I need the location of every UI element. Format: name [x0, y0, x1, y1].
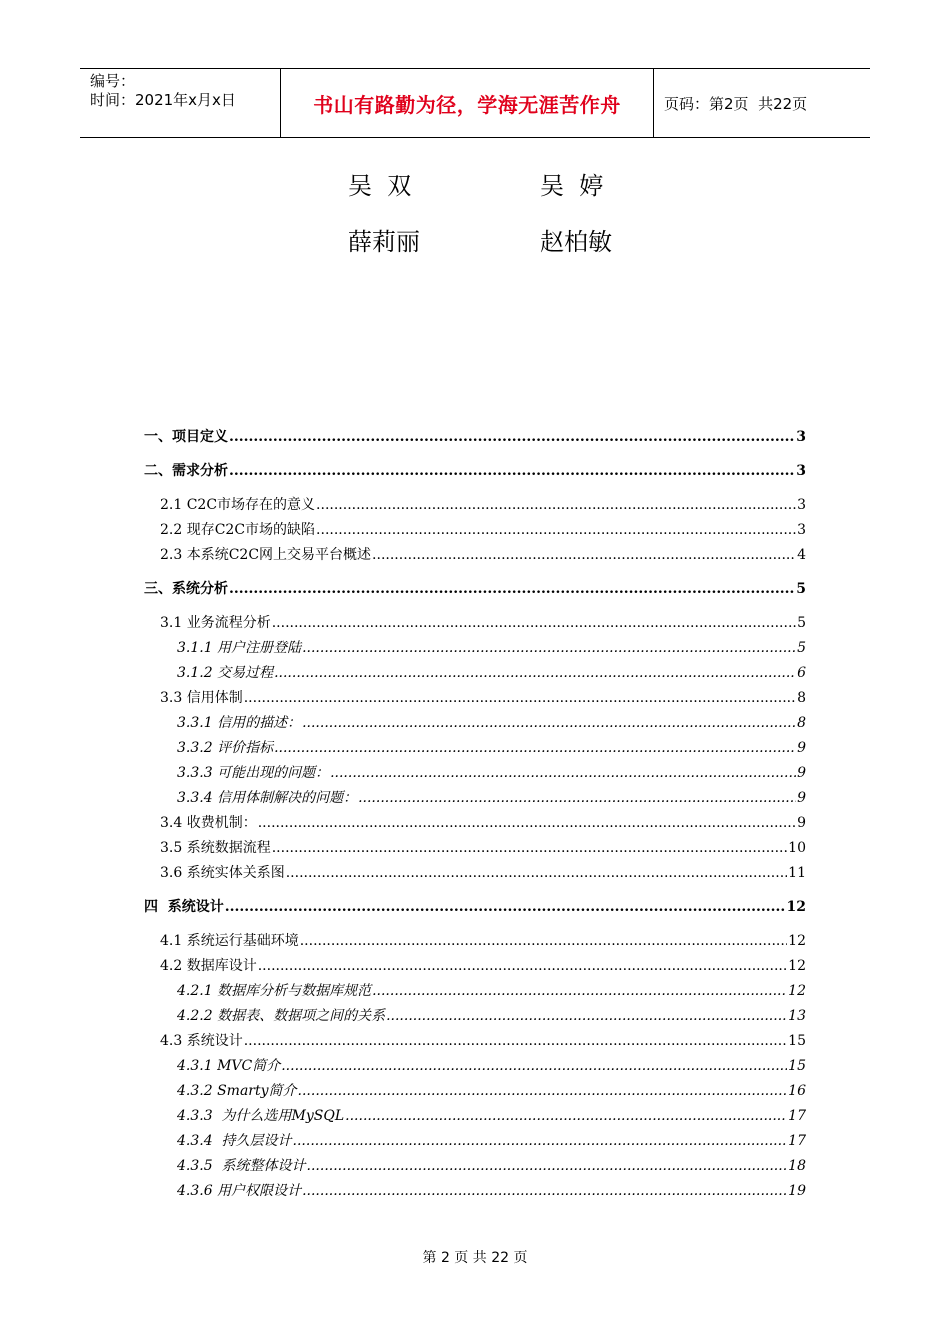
toc-entry[interactable] — [144, 812, 806, 837]
toc-entry-page: 4 — [797, 547, 806, 563]
toc-entry-page: 8 — [797, 715, 806, 731]
toc-leader-dots — [272, 840, 787, 856]
toc-leader-dots — [225, 899, 786, 915]
toc-entry-title: 4.3.1 MVC简介 — [177, 1055, 280, 1075]
author-name: 薛莉丽 — [348, 228, 420, 256]
toc-entry[interactable] — [144, 1130, 806, 1155]
toc-entry[interactable] — [144, 955, 806, 980]
toc-entry-page: 12 — [788, 958, 806, 974]
toc-entry-page: 19 — [788, 1183, 806, 1199]
toc-entry[interactable] — [144, 980, 806, 1005]
toc-entry[interactable] — [144, 426, 806, 451]
toc-leader-dots — [316, 522, 796, 538]
toc-entry-title: 3.3.2 评价指标 — [177, 737, 273, 757]
toc-leader-dots — [258, 815, 796, 831]
toc-entry-title: 4.2 数据库设计 — [160, 955, 257, 975]
toc-entry[interactable] — [144, 662, 806, 687]
author-name: 吴 婷 — [540, 172, 604, 200]
toc-entry[interactable] — [144, 612, 806, 637]
header-meta — [80, 69, 281, 137]
name-row — [0, 222, 950, 278]
toc-entry[interactable] — [144, 494, 806, 519]
toc-entry[interactable] — [144, 930, 806, 955]
toc-leader-dots — [302, 1183, 787, 1199]
header-motto: 书山有路勤为径，学海无涯苦作舟 — [281, 69, 654, 137]
toc-entry-title: 3.4 收费机制： — [160, 812, 257, 832]
toc-entry[interactable] — [144, 712, 806, 737]
toc-entry-title: 一、项目定义 — [144, 426, 228, 446]
toc-entry-page: 12 — [786, 899, 806, 915]
author-names — [0, 166, 950, 278]
toc-leader-dots — [307, 1158, 788, 1174]
toc-entry-page: 17 — [788, 1133, 806, 1149]
toc-leader-dots — [244, 1033, 787, 1049]
toc-entry-title: 2.1 C2C市场存在的意义 — [160, 494, 315, 514]
toc-entry-page: 6 — [797, 665, 806, 681]
page-info-text: 页码：第2页 共22页 — [664, 94, 808, 113]
toc-entry[interactable] — [144, 1080, 806, 1105]
toc-entry-page: 11 — [788, 865, 806, 881]
toc-entry-page: 10 — [788, 840, 806, 856]
toc-entry-page: 12 — [788, 933, 806, 949]
toc-entry-title: 4.3 系统设计 — [160, 1030, 243, 1050]
toc-entry[interactable] — [144, 862, 806, 887]
toc-entry-title: 3.5 系统数据流程 — [160, 837, 271, 857]
toc-entry-title: 3.6 系统实体关系图 — [160, 862, 285, 882]
toc-leader-dots — [272, 615, 796, 631]
toc-entry-page: 9 — [797, 765, 806, 781]
toc-entry[interactable] — [144, 762, 806, 787]
page-header — [80, 68, 870, 138]
toc-entry-title: 四 系统设计 — [144, 896, 224, 916]
toc-entry[interactable] — [144, 687, 806, 712]
toc-entry-page: 15 — [788, 1058, 806, 1074]
toc-entry-title: 4.2.2 数据表、数据项之间的关系 — [177, 1005, 385, 1025]
toc-entry[interactable] — [144, 1155, 806, 1180]
toc-entry-title: 3.1.1 用户注册登陆 — [177, 637, 301, 657]
toc-entry-title: 2.2 现存C2C市场的缺陷 — [160, 519, 315, 539]
toc-entry-page: 5 — [797, 640, 806, 656]
toc-entry[interactable] — [144, 460, 806, 485]
author-name: 赵柏敏 — [540, 228, 612, 256]
toc-entry[interactable] — [144, 896, 806, 921]
toc-entry[interactable] — [144, 1030, 806, 1055]
toc-entry[interactable] — [144, 544, 806, 569]
toc-entry-page: 8 — [797, 690, 806, 706]
toc-entry-page: 12 — [788, 983, 806, 999]
toc-leader-dots — [274, 665, 796, 681]
toc-leader-dots — [281, 1058, 787, 1074]
toc-entry[interactable] — [144, 737, 806, 762]
toc-entry-title: 3.1 业务流程分析 — [160, 612, 271, 632]
toc-leader-dots — [358, 790, 796, 806]
toc-entry[interactable] — [144, 519, 806, 544]
author-name: 吴 双 — [348, 172, 412, 200]
toc-entry-title: 4.1 系统运行基础环境 — [160, 930, 299, 950]
header-page-info — [654, 69, 870, 137]
toc-entry-title: 4.3.2 Smarty简介 — [177, 1080, 297, 1100]
toc-entry-page: 9 — [797, 740, 806, 756]
toc-leader-dots — [302, 640, 796, 656]
toc-entry[interactable] — [144, 637, 806, 662]
toc-entry[interactable] — [144, 1005, 806, 1030]
toc-leader-dots — [298, 1083, 788, 1099]
table-of-contents — [144, 426, 806, 1205]
name-row — [0, 166, 950, 222]
toc-entry-page: 5 — [797, 615, 806, 631]
number-label: 编号： — [90, 72, 136, 90]
toc-leader-dots — [330, 765, 796, 781]
toc-entry-title: 4.3.4 持久层设计 — [177, 1130, 292, 1150]
toc-entry[interactable] — [144, 1105, 806, 1130]
toc-entry-title: 2.3 本系统C2C网上交易平台概述 — [160, 544, 371, 564]
toc-entry-page: 15 — [788, 1033, 806, 1049]
toc-entry-title: 3.3 信用体制 — [160, 687, 243, 707]
toc-entry-page: 13 — [788, 1008, 806, 1024]
toc-entry-title: 4.3.6 用户权限设计 — [177, 1180, 301, 1200]
toc-entry-page: 18 — [788, 1158, 806, 1174]
toc-leader-dots — [300, 933, 787, 949]
toc-leader-dots — [293, 1133, 788, 1149]
toc-entry-title: 3.3.1 信用的描述： — [177, 712, 301, 732]
toc-entry[interactable] — [144, 1055, 806, 1080]
toc-leader-dots — [316, 497, 796, 513]
toc-entry-title: 4.3.5 系统整体设计 — [177, 1155, 306, 1175]
toc-leader-dots — [229, 463, 795, 479]
toc-entry-title: 3.3.4 信用体制解决的问题： — [177, 787, 357, 807]
toc-leader-dots — [302, 715, 796, 731]
toc-entry-page: 3 — [797, 522, 806, 538]
toc-leader-dots — [274, 740, 796, 756]
toc-leader-dots — [258, 958, 787, 974]
toc-entry-page: 3 — [796, 429, 806, 445]
toc-entry[interactable] — [144, 787, 806, 812]
toc-entry-title: 三、系统分析 — [144, 578, 228, 598]
toc-entry[interactable] — [144, 837, 806, 862]
toc-entry-page: 3 — [797, 497, 806, 513]
toc-entry-title: 二、需求分析 — [144, 460, 228, 480]
toc-leader-dots — [372, 983, 787, 999]
toc-entry[interactable] — [144, 1180, 806, 1205]
toc-leader-dots — [345, 1108, 787, 1124]
toc-entry-page: 17 — [788, 1108, 806, 1124]
toc-leader-dots — [229, 581, 795, 597]
toc-entry-page: 3 — [796, 463, 806, 479]
toc-entry-page: 9 — [797, 815, 806, 831]
toc-entry-title: 4.3.3 为什么选用MySQL — [177, 1105, 344, 1125]
toc-entry-page: 5 — [796, 581, 806, 597]
toc-entry-page: 9 — [797, 790, 806, 806]
toc-leader-dots — [372, 547, 796, 563]
toc-entry-title: 4.2.1 数据库分析与数据库规范 — [177, 980, 371, 1000]
page-footer: 第 2 页 共 22 页 — [422, 1250, 528, 1266]
toc-entry[interactable] — [144, 578, 806, 603]
toc-entry-page: 16 — [788, 1083, 806, 1099]
toc-leader-dots — [386, 1008, 787, 1024]
toc-entry-title: 3.3.3 可能出现的问题： — [177, 762, 329, 782]
toc-entry-title: 3.1.2 交易过程 — [177, 662, 273, 682]
toc-leader-dots — [229, 429, 795, 445]
time-label: 时间：2021年x月x日 — [90, 91, 236, 109]
toc-leader-dots — [286, 865, 787, 881]
toc-leader-dots — [244, 690, 796, 706]
